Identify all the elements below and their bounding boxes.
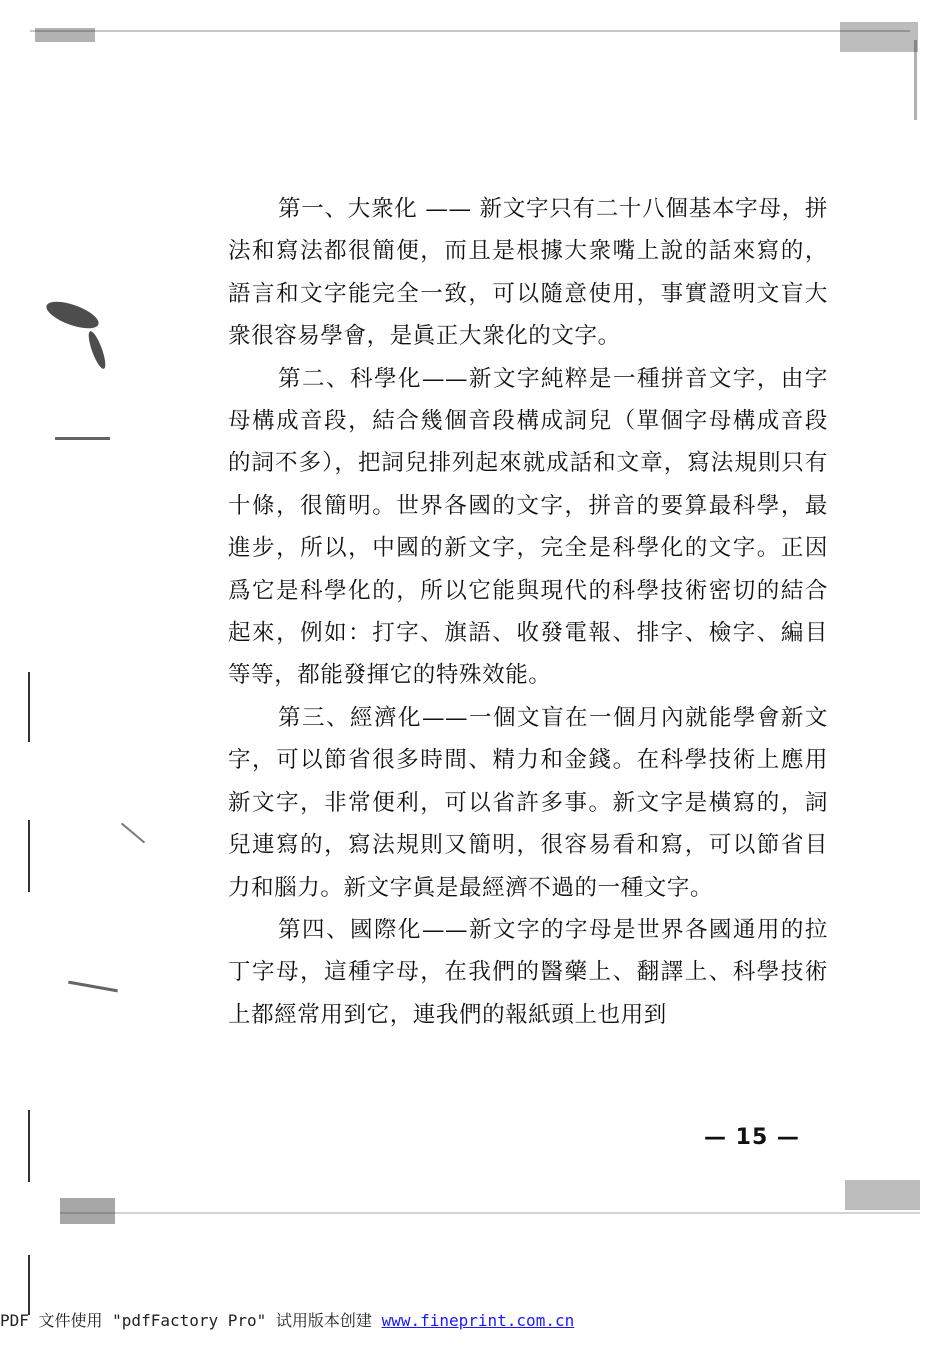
- paragraph-2: 第二、科學化——新文字純粹是一種拼音文字，由字母構成音段，結合幾個音段構成詞兒（單個字母構成音段的詞不多），把詞兒排列起來就成話和文章，寫法規則只有十條，很簡明。世界各國的文字，拼音的要算最科學，最進步，所以，中國的新文字，完全是科學化的文字。正因爲它是科學化的，所以它能與現代的科學技術密切的結合起來，例如：打字、旗語、收發電報、排字、檢字、編目等等，都能發揮它的特殊效能。: [228, 365, 828, 689]
- body-text: [228, 188, 828, 1036]
- ink-mark-left-4: [121, 823, 145, 844]
- page-number: — 15 —: [704, 1125, 800, 1150]
- margin-line-4: [28, 1255, 30, 1315]
- paragraph-4: 第四、國際化——新文字的字母是世界各國通用的拉丁字母，這種字母，在我們的醫藥上、翻譯上、科學技術上都經常用到它，連我們的報紙頭上也用到: [228, 916, 828, 1028]
- pdf-footer: [0, 1308, 574, 1331]
- scan-noise-top-right: [840, 22, 918, 52]
- margin-line-3: [28, 1110, 30, 1182]
- footer-text: PDF 文件使用 "pdfFactory Pro" 试用版本创建: [0, 1311, 382, 1330]
- scan-noise-bottom-left: [60, 1198, 115, 1224]
- scan-noise-right-edge: [914, 40, 917, 120]
- ink-mark-left-3: [55, 437, 110, 440]
- scan-noise-bottom: [60, 1212, 920, 1214]
- paragraph-3: 第三、經濟化——一個文盲在一個月內就能學會新文字，可以節省很多時間、精力和金錢。在科學技術上應用新文字，非常便利，可以省許多事。新文字是橫寫的，詞兒連寫的，寫法規則又簡明，很容易看和寫，可以節省目力和腦力。新文字眞是最經濟不過的一種文字。: [228, 704, 828, 901]
- ink-mark-left-1: [43, 296, 102, 334]
- footer-link[interactable]: www.fineprint.com.cn: [381, 1311, 575, 1330]
- paragraph-1: 第一、大衆化 —— 新文字只有二十八個基本字母，拼法和寫法都很簡便，而且是根據大衆嘴上說的話來寫的，語言和文字能完全一致，可以隨意使用，事實證明文盲大衆很容易學會，是眞正大衆化的文字。: [228, 196, 828, 350]
- margin-line-2: [28, 820, 30, 892]
- scan-noise-top: [30, 30, 910, 32]
- scan-noise-bottom-right: [845, 1180, 920, 1210]
- margin-line-1: [28, 672, 30, 742]
- ink-mark-left-5: [68, 981, 118, 993]
- ink-mark-left-2: [85, 329, 108, 370]
- scan-noise-top-left: [35, 28, 95, 42]
